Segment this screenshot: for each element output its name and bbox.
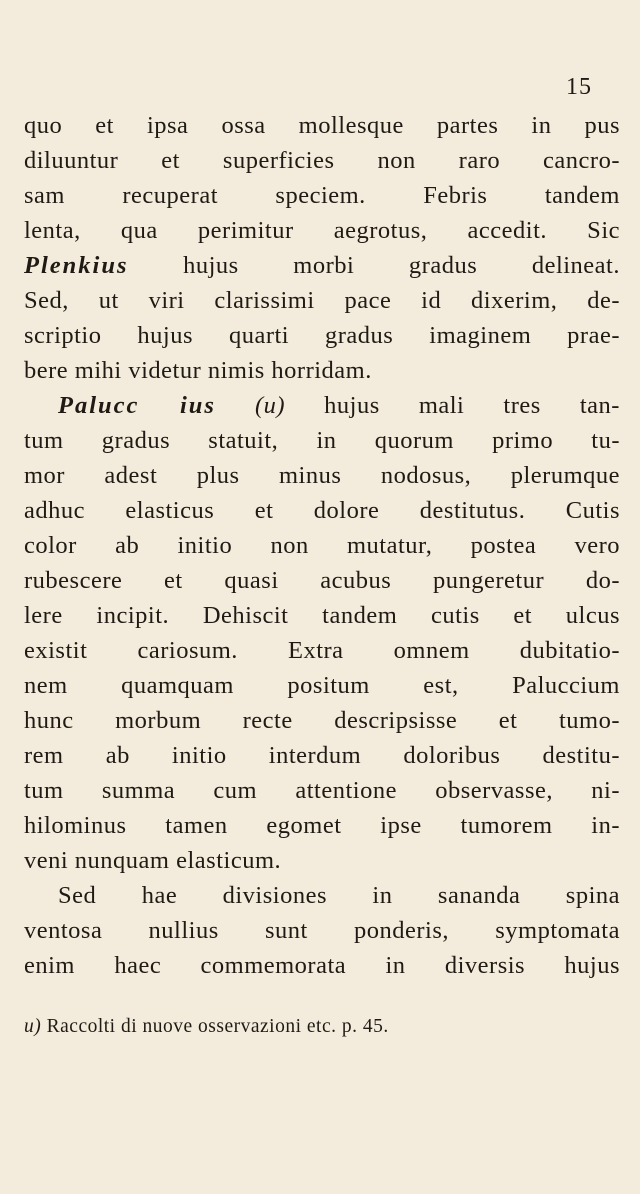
text-line: tum summa cum attentione observasse, ni-	[24, 777, 620, 804]
text-line: ventosa nullius sunt ponderis, symptomata	[24, 917, 620, 944]
text-line: lenta, qua perimitur aegrotus, accedit. Sic	[24, 217, 620, 244]
text-line: enim haec commemorata in diversis hujus	[24, 952, 620, 979]
text-line: rem ab initio interdum doloribus destitu-	[24, 742, 620, 769]
text-line: quo et ipsa ossa mollesque partes in pus	[24, 112, 620, 139]
footnote	[24, 1014, 389, 1040]
text-line: bere mihi videtur nimis horridam.	[24, 357, 372, 384]
text-line: existit cariosum. Extra omnem dubitatio-	[24, 637, 620, 664]
body-text	[24, 108, 620, 983]
line-rest: hujus morbi gradus delineat.	[128, 252, 620, 279]
text-line: diluuntur et superficies non raro cancro-	[24, 147, 620, 174]
text-line	[24, 388, 620, 423]
text-line: Sed hae divisiones in sananda spina	[58, 882, 620, 909]
footnote-mark: u)	[24, 1016, 42, 1037]
text-line: veni nunquam elasticum.	[24, 847, 282, 874]
text-line: scriptio hujus quarti gradus imaginem prae-	[24, 322, 620, 349]
author-name: Palucc ius	[58, 392, 216, 419]
text-line: mor adest plus minus nodosus, plerumque	[24, 462, 620, 489]
line-rest: hujus mali tres tan-	[285, 392, 620, 419]
footnote-reference: (u)	[215, 392, 286, 419]
text-line: tum gradus statuit, in quorum primo tu-	[24, 427, 620, 454]
author-name: Plenkius	[24, 252, 129, 279]
text-line: hunc morbum recte descripsisse et tumo-	[24, 707, 620, 734]
page-number: 15	[566, 74, 592, 100]
footnote-text: Raccolti di nuove osservazioni etc. p. 45.	[41, 1016, 389, 1037]
text-line: nem quamquam positum est, Paluccium	[24, 672, 620, 699]
text-line: lere incipit. Dehiscit tandem cutis et ulcus	[24, 602, 620, 629]
text-line: Sed, ut viri clarissimi pace id dixerim, de-	[24, 287, 620, 314]
text-line: rubescere et quasi acubus pungeretur do-	[24, 567, 620, 594]
text-line	[24, 248, 620, 283]
text-line: sam recuperat speciem. Febris tandem	[24, 182, 620, 209]
text-line: hilominus tamen egomet ipse tumorem in-	[24, 812, 620, 839]
text-line: color ab initio non mutatur, postea vero	[24, 532, 620, 559]
text-line: adhuc elasticus et dolore destitutus. Cutis	[24, 497, 620, 524]
